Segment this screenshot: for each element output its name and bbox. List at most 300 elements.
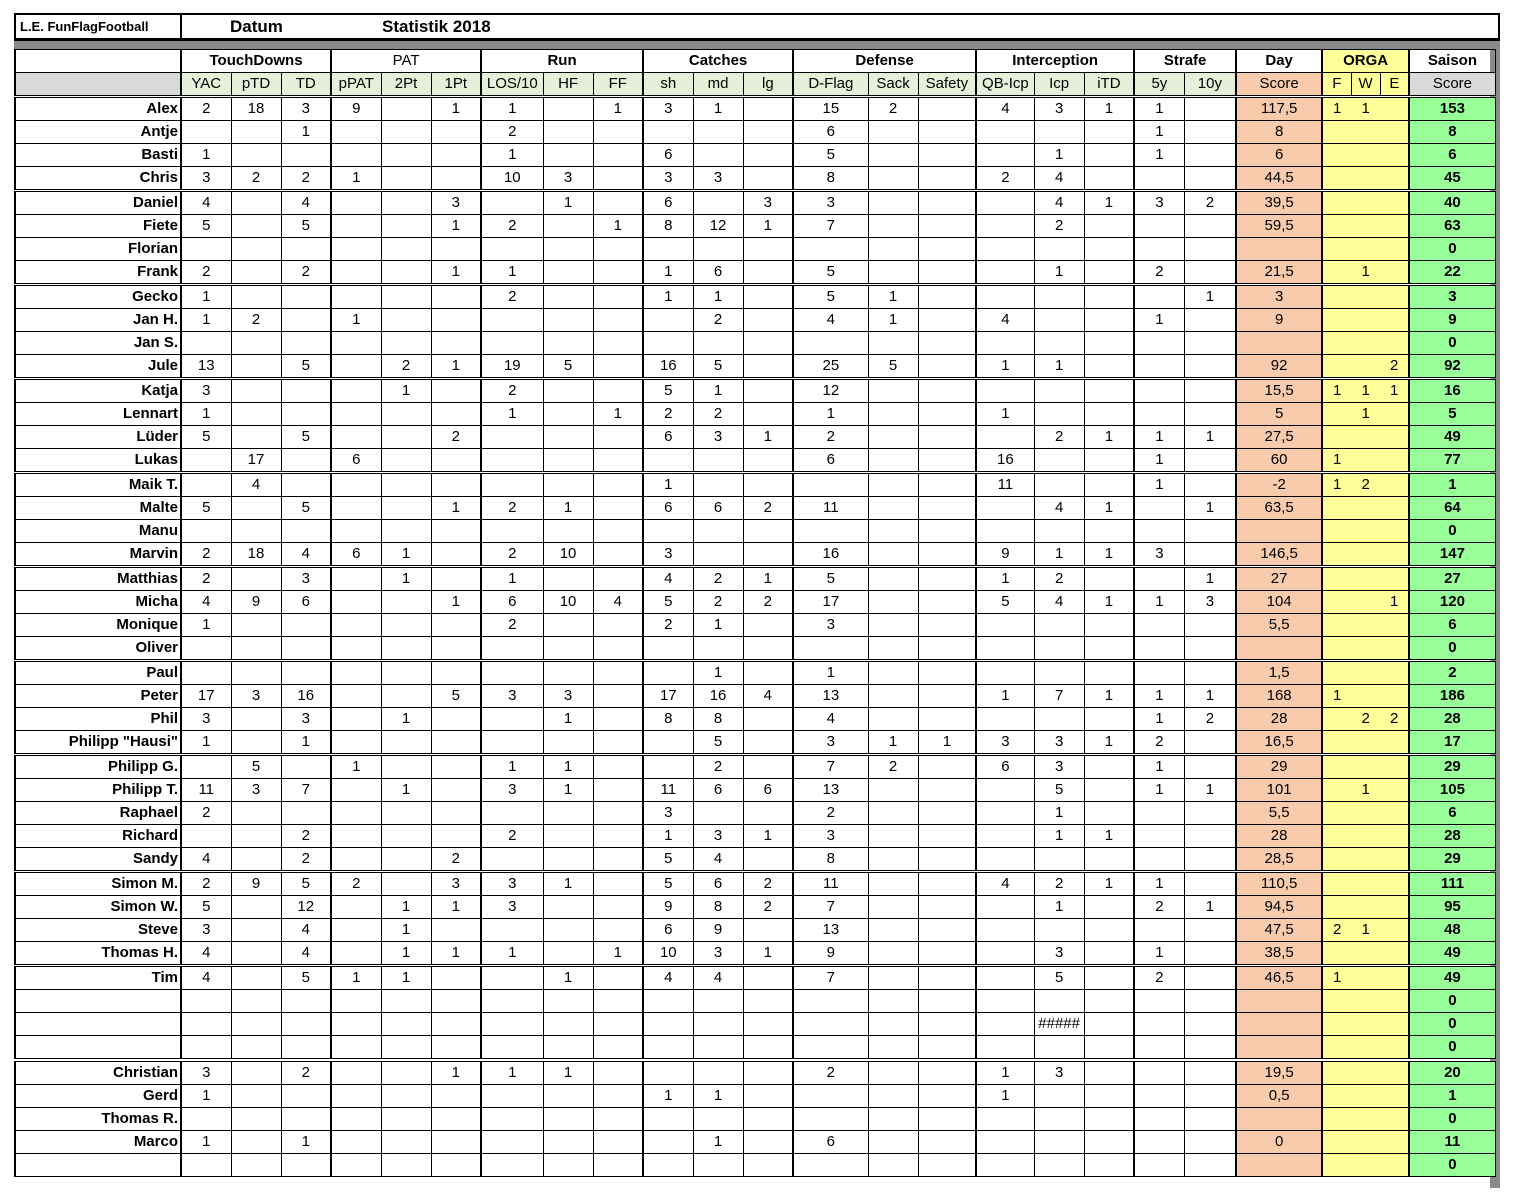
table-cell: 11 <box>1409 1131 1495 1154</box>
table-cell <box>1084 779 1134 802</box>
table-cell: 11 <box>181 779 231 802</box>
table-cell: 1 <box>331 167 381 191</box>
table-cell <box>1322 543 1351 567</box>
table-row <box>15 731 1495 755</box>
table-cell: 2 <box>281 1060 331 1085</box>
table-cell <box>868 1131 918 1154</box>
table-cell <box>381 1131 431 1154</box>
table-cell: 16 <box>793 543 868 567</box>
table-cell <box>331 379 381 403</box>
table-cell: 1 <box>1322 379 1351 403</box>
table-cell <box>868 261 918 285</box>
table-cell <box>918 1108 976 1131</box>
table-cell <box>918 1154 976 1177</box>
table-cell <box>693 802 743 825</box>
table-cell <box>1184 121 1236 144</box>
table-cell <box>1034 1131 1084 1154</box>
table-cell <box>1184 966 1236 990</box>
table-cell <box>231 497 281 520</box>
table-cell: 110,5 <box>1236 872 1322 896</box>
player-name <box>15 1036 181 1061</box>
table-cell: 1 <box>693 1085 743 1108</box>
table-cell: 1 <box>1084 825 1134 848</box>
table-cell: 1 <box>181 403 231 426</box>
table-cell: 1 <box>743 942 793 966</box>
table-cell <box>918 1036 976 1061</box>
table-cell: 5 <box>281 355 331 379</box>
table-cell <box>793 637 868 661</box>
table-cell <box>181 661 231 685</box>
table-cell <box>593 121 643 144</box>
table-cell: 4 <box>643 966 693 990</box>
table-cell <box>976 919 1034 942</box>
table-cell <box>868 1060 918 1085</box>
player-name: Basti <box>15 144 181 167</box>
table-cell: 18 <box>231 543 281 567</box>
table-cell <box>1351 990 1380 1013</box>
table-row <box>15 1013 1495 1036</box>
table-cell: 146,5 <box>1236 543 1322 567</box>
table-cell <box>743 919 793 942</box>
table-cell <box>1236 990 1322 1013</box>
table-cell: 3 <box>643 167 693 191</box>
player-name: Phil <box>15 708 181 731</box>
table-cell <box>1236 1036 1322 1061</box>
table-cell: 3 <box>1134 543 1184 567</box>
table-cell <box>481 919 543 942</box>
table-cell <box>918 215 976 238</box>
table-cell <box>593 1131 643 1154</box>
table-cell <box>593 779 643 802</box>
table-cell <box>481 637 543 661</box>
table-cell <box>543 661 593 685</box>
table-cell <box>1084 1131 1134 1154</box>
table-cell <box>1322 637 1351 661</box>
table-cell <box>743 661 793 685</box>
table-cell <box>593 848 643 872</box>
table-cell <box>1351 825 1380 848</box>
table-cell <box>381 426 431 449</box>
table-cell <box>1184 1060 1236 1085</box>
table-cell <box>1380 872 1409 896</box>
table-cell: 5 <box>643 848 693 872</box>
table-row <box>15 403 1495 426</box>
table-cell <box>643 520 693 543</box>
table-cell: 8 <box>793 848 868 872</box>
table-cell <box>1084 990 1134 1013</box>
table-cell <box>593 755 643 779</box>
table-cell <box>543 990 593 1013</box>
table-cell: -2 <box>1236 473 1322 497</box>
table-cell <box>868 379 918 403</box>
table-row <box>15 520 1495 543</box>
table-cell <box>593 543 643 567</box>
table-cell <box>1184 215 1236 238</box>
table-cell <box>431 309 481 332</box>
table-cell <box>868 426 918 449</box>
table-cell <box>693 473 743 497</box>
table-cell: 3 <box>1184 591 1236 614</box>
table-cell: 2 <box>431 848 481 872</box>
table-cell <box>543 919 593 942</box>
table-cell <box>976 848 1034 872</box>
table-cell: 3 <box>1034 97 1084 121</box>
table-cell <box>1034 238 1084 261</box>
table-cell <box>976 261 1034 285</box>
group-header-run: Run <box>481 50 643 73</box>
table-row <box>15 685 1495 708</box>
table-cell: 2 <box>481 121 543 144</box>
table-cell <box>693 1013 743 1036</box>
table-cell: 1 <box>1134 426 1184 449</box>
table-cell <box>868 896 918 919</box>
table-cell: 2 <box>1034 567 1084 591</box>
table-cell: 1 <box>331 755 381 779</box>
table-cell <box>331 355 381 379</box>
table-cell <box>593 731 643 755</box>
table-cell: 4 <box>793 309 868 332</box>
table-cell: 1 <box>976 1085 1034 1108</box>
table-cell: 27,5 <box>1236 426 1322 449</box>
table-cell: 1 <box>331 309 381 332</box>
table-cell: 5 <box>181 426 231 449</box>
table-cell: 6 <box>643 191 693 215</box>
table-cell <box>381 1085 431 1108</box>
sub-header-score: Score <box>1236 73 1322 97</box>
table-cell <box>381 591 431 614</box>
sub-header-d-flag: D-Flag <box>793 73 868 97</box>
table-row <box>15 1085 1495 1108</box>
player-name: Peter <box>15 685 181 708</box>
table-cell <box>543 825 593 848</box>
table-cell <box>431 473 481 497</box>
table-cell <box>643 449 693 473</box>
table-cell: 1 <box>593 97 643 121</box>
table-cell <box>1322 1060 1351 1085</box>
table-cell <box>1084 1108 1134 1131</box>
table-cell: 12 <box>281 896 331 919</box>
table-cell: 13 <box>793 779 868 802</box>
table-cell <box>1184 919 1236 942</box>
player-name: Katja <box>15 379 181 403</box>
table-row <box>15 379 1495 403</box>
table-cell <box>1322 1131 1351 1154</box>
table-cell <box>743 309 793 332</box>
table-cell: 1 <box>693 614 743 637</box>
sub-header-itd: iTD <box>1084 73 1134 97</box>
table-cell: 1 <box>976 355 1034 379</box>
table-cell: 59,5 <box>1236 215 1322 238</box>
table-cell: 6 <box>281 591 331 614</box>
table-cell <box>381 167 431 191</box>
table-cell <box>1322 990 1351 1013</box>
table-cell <box>1084 449 1134 473</box>
table-cell <box>593 379 643 403</box>
table-cell <box>918 1131 976 1154</box>
table-cell <box>743 238 793 261</box>
table-cell <box>281 614 331 637</box>
player-name <box>15 1013 181 1036</box>
table-cell <box>743 614 793 637</box>
table-cell: 1 <box>1134 779 1184 802</box>
table-cell <box>593 1108 643 1131</box>
table-cell <box>1134 802 1184 825</box>
table-cell <box>976 779 1034 802</box>
table-cell <box>481 1013 543 1036</box>
table-cell: 2 <box>481 614 543 637</box>
table-cell <box>331 473 381 497</box>
table-cell: 5 <box>231 755 281 779</box>
table-cell <box>1380 825 1409 848</box>
table-cell <box>1034 1108 1084 1131</box>
table-cell <box>1184 1085 1236 1108</box>
table-cell <box>543 379 593 403</box>
table-cell <box>976 802 1034 825</box>
table-cell <box>976 661 1034 685</box>
player-name: Daniel <box>15 191 181 215</box>
table-cell: 4 <box>281 191 331 215</box>
table-cell: 5 <box>181 497 231 520</box>
table-cell <box>1084 755 1134 779</box>
table-cell: 6 <box>331 543 381 567</box>
table-cell: 2 <box>793 802 868 825</box>
table-cell <box>976 990 1034 1013</box>
table-cell <box>1351 355 1380 379</box>
table-cell: 2 <box>743 497 793 520</box>
sub-header-row <box>15 73 1495 97</box>
table-cell <box>381 238 431 261</box>
table-cell <box>643 731 693 755</box>
table-cell <box>918 261 976 285</box>
sub-header-sack: Sack <box>868 73 918 97</box>
table-cell <box>643 637 693 661</box>
table-cell <box>281 285 331 309</box>
table-cell: 25 <box>793 355 868 379</box>
table-cell: 2 <box>481 825 543 848</box>
table-cell <box>1034 285 1084 309</box>
table-cell: 1 <box>1134 872 1184 896</box>
table-cell: 3 <box>693 942 743 966</box>
table-cell <box>1134 614 1184 637</box>
table-cell <box>1184 848 1236 872</box>
table-cell: 1 <box>793 661 868 685</box>
table-cell <box>431 567 481 591</box>
table-cell <box>331 567 381 591</box>
table-cell: 0,5 <box>1236 1085 1322 1108</box>
table-cell <box>593 332 643 355</box>
table-cell: 2 <box>693 567 743 591</box>
table-cell <box>543 238 593 261</box>
table-cell <box>593 1036 643 1061</box>
table-cell <box>1034 990 1084 1013</box>
table-cell: 3 <box>1034 1060 1084 1085</box>
table-cell <box>231 144 281 167</box>
table-cell <box>976 191 1034 215</box>
table-cell <box>1351 896 1380 919</box>
table-cell: 1 <box>643 285 693 309</box>
table-cell <box>281 473 331 497</box>
table-cell <box>1084 614 1134 637</box>
group-header-touchdowns: TouchDowns <box>181 50 331 73</box>
table-row <box>15 614 1495 637</box>
table-cell: 4 <box>181 591 231 614</box>
table-cell <box>1084 661 1134 685</box>
table-row <box>15 591 1495 614</box>
table-cell: 15 <box>793 97 868 121</box>
table-cell <box>1322 285 1351 309</box>
table-cell <box>431 1036 481 1061</box>
table-cell: 3 <box>481 685 543 708</box>
table-cell <box>1134 1060 1184 1085</box>
table-cell: 8 <box>793 167 868 191</box>
table-cell <box>1351 567 1380 591</box>
table-cell: 3 <box>481 872 543 896</box>
table-cell <box>431 121 481 144</box>
table-cell: 1 <box>543 779 593 802</box>
table-cell: 10 <box>481 167 543 191</box>
table-cell <box>1134 990 1184 1013</box>
table-cell <box>1380 1060 1409 1085</box>
table-cell <box>331 426 381 449</box>
table-cell: 1 <box>1184 685 1236 708</box>
table-cell <box>331 121 381 144</box>
table-cell: 1 <box>918 731 976 755</box>
table-cell <box>431 238 481 261</box>
table-cell: 3 <box>231 779 281 802</box>
table-cell <box>1084 520 1134 543</box>
table-cell: 1 <box>181 614 231 637</box>
table-cell <box>543 309 593 332</box>
table-cell <box>593 497 643 520</box>
table-cell: 2 <box>481 543 543 567</box>
table-cell <box>593 966 643 990</box>
table-cell <box>1380 1085 1409 1108</box>
table-cell <box>743 990 793 1013</box>
table-cell: 1 <box>381 896 431 919</box>
table-cell <box>743 1154 793 1177</box>
table-cell <box>593 802 643 825</box>
table-cell <box>543 896 593 919</box>
table-cell: 153 <box>1409 97 1495 121</box>
table-cell: 3 <box>181 1060 231 1085</box>
table-cell: 3 <box>793 825 868 848</box>
table-cell <box>1034 473 1084 497</box>
table-cell: 1,5 <box>1236 661 1322 685</box>
table-cell <box>593 449 643 473</box>
table-cell: 1 <box>693 1131 743 1154</box>
table-cell <box>1184 543 1236 567</box>
table-cell: 9 <box>693 919 743 942</box>
table-cell: 4 <box>693 848 743 872</box>
player-name: Gerd <box>15 1085 181 1108</box>
table-cell <box>1084 896 1134 919</box>
table-cell <box>1351 167 1380 191</box>
table-cell: 4 <box>1034 167 1084 191</box>
table-cell <box>281 802 331 825</box>
table-cell <box>1351 614 1380 637</box>
table-cell <box>543 144 593 167</box>
table-cell: 2 <box>1134 966 1184 990</box>
table-cell: 7 <box>793 966 868 990</box>
table-cell: 10 <box>543 543 593 567</box>
table-cell: 3 <box>693 825 743 848</box>
table-cell: 17 <box>1409 731 1495 755</box>
table-cell <box>976 1036 1034 1061</box>
table-cell <box>1380 637 1409 661</box>
table-cell <box>1084 942 1134 966</box>
table-cell: 1 <box>431 215 481 238</box>
table-cell <box>1134 379 1184 403</box>
table-cell <box>868 403 918 426</box>
player-name: Alex <box>15 97 181 121</box>
table-cell <box>1084 473 1134 497</box>
table-cell <box>381 215 431 238</box>
table-cell: 10 <box>643 942 693 966</box>
table-cell <box>1134 1108 1184 1131</box>
table-cell: 11 <box>793 497 868 520</box>
table-cell <box>481 309 543 332</box>
table-cell: 7 <box>793 755 868 779</box>
table-cell <box>1184 379 1236 403</box>
table-cell: 1 <box>431 497 481 520</box>
table-cell <box>1380 661 1409 685</box>
table-cell: 0 <box>1409 1013 1495 1036</box>
table-cell: 49 <box>1409 426 1495 449</box>
table-cell <box>1380 614 1409 637</box>
table-cell <box>181 1036 231 1061</box>
table-cell: 4 <box>281 543 331 567</box>
table-cell <box>431 543 481 567</box>
table-cell <box>868 1085 918 1108</box>
table-cell <box>231 355 281 379</box>
table-cell <box>431 1013 481 1036</box>
table-cell <box>1322 896 1351 919</box>
table-cell <box>918 685 976 708</box>
sub-header-sh: sh <box>643 73 693 97</box>
table-cell: 2 <box>868 97 918 121</box>
table-cell <box>1236 1013 1322 1036</box>
table-cell: 1 <box>381 966 431 990</box>
player-name: Philipp T. <box>15 779 181 802</box>
table-cell <box>868 1036 918 1061</box>
table-cell <box>431 637 481 661</box>
table-row <box>15 966 1495 990</box>
table-cell <box>1134 332 1184 355</box>
table-cell <box>231 825 281 848</box>
table-cell <box>1034 449 1084 473</box>
table-cell <box>868 637 918 661</box>
table-cell: 92 <box>1236 355 1322 379</box>
table-cell <box>381 1013 431 1036</box>
table-cell <box>1380 121 1409 144</box>
table-cell <box>1322 567 1351 591</box>
table-cell <box>1322 309 1351 332</box>
table-cell: 5 <box>281 215 331 238</box>
table-cell <box>693 1108 743 1131</box>
player-name: Sandy <box>15 848 181 872</box>
table-cell <box>976 144 1034 167</box>
table-cell: 1 <box>1134 121 1184 144</box>
table-cell: 49 <box>1409 966 1495 990</box>
table-cell: 4 <box>1034 591 1084 614</box>
table-cell: 95 <box>1409 896 1495 919</box>
table-cell <box>181 520 231 543</box>
table-cell <box>743 1131 793 1154</box>
table-cell <box>1380 685 1409 708</box>
table-cell <box>231 848 281 872</box>
table-cell: 6 <box>693 261 743 285</box>
table-cell: 3 <box>643 97 693 121</box>
